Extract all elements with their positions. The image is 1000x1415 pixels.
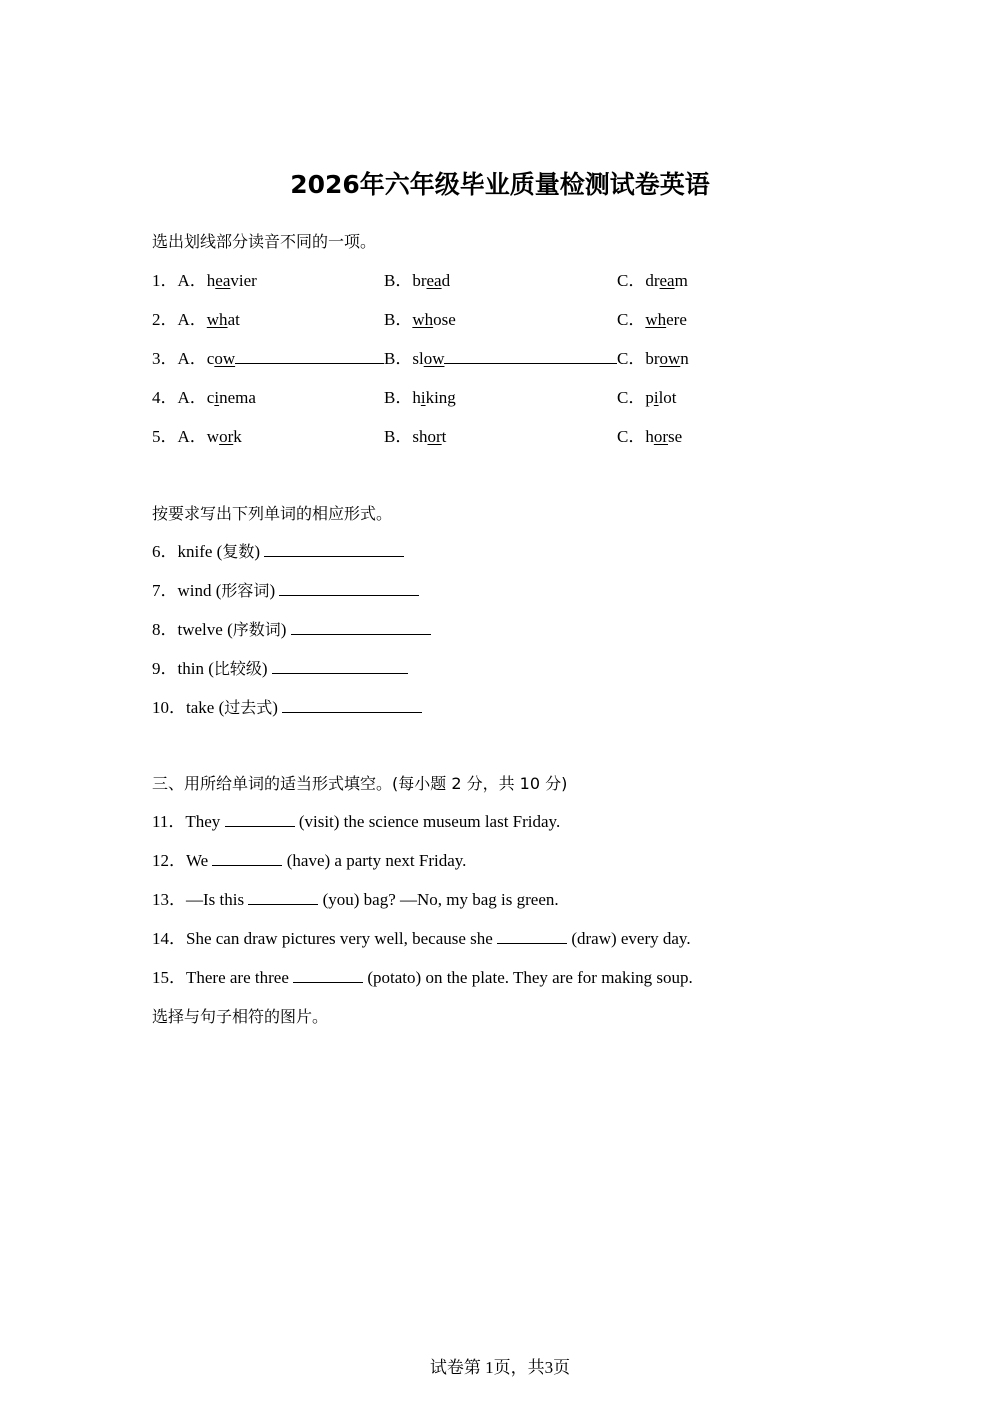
answer-blank[interactable] bbox=[272, 658, 408, 674]
underlined-letters: or bbox=[219, 427, 234, 446]
option-c[interactable] bbox=[617, 269, 688, 293]
underlined-letters: ea bbox=[426, 271, 442, 290]
option-c[interactable] bbox=[617, 308, 687, 332]
sentence-start: She can draw pictures very well, because she bbox=[186, 929, 498, 948]
option-word bbox=[645, 310, 687, 329]
question-number: 2．A． bbox=[152, 310, 207, 329]
question-number: 4．A． bbox=[152, 388, 207, 407]
word-part: br bbox=[412, 271, 427, 290]
option-letter: B． bbox=[384, 349, 413, 368]
answer-blank[interactable] bbox=[212, 850, 282, 866]
question-number: 5．A． bbox=[152, 427, 207, 446]
spacer-line bbox=[444, 349, 617, 364]
word-part: dr bbox=[645, 271, 660, 290]
option-letter: B． bbox=[384, 271, 413, 290]
given-word: wind ( bbox=[177, 581, 222, 600]
word-part: lot bbox=[658, 388, 677, 407]
phonics-question-3 bbox=[152, 347, 852, 371]
option-letter: C． bbox=[617, 310, 646, 329]
question-number: 13． bbox=[152, 890, 186, 909]
word-part: w bbox=[206, 427, 220, 446]
option-b[interactable] bbox=[384, 347, 617, 371]
word-part: sl bbox=[412, 349, 424, 368]
word-form-question-3 bbox=[152, 618, 431, 642]
option-letter: B． bbox=[384, 427, 413, 446]
page-footer: 试卷第 1页，共3页 bbox=[429, 1358, 571, 1377]
option-word bbox=[412, 349, 444, 368]
answer-blank[interactable] bbox=[225, 811, 295, 827]
underlined-letters: i bbox=[420, 388, 426, 407]
word-part: n bbox=[680, 349, 689, 368]
option-word bbox=[645, 427, 682, 446]
word-part: k bbox=[233, 427, 242, 446]
word-part: king bbox=[425, 388, 456, 407]
question-number: 15． bbox=[152, 968, 186, 987]
form-hint: 序数词 bbox=[232, 620, 281, 639]
sentence-start: We bbox=[186, 851, 213, 870]
fill-in-question-14 bbox=[152, 927, 691, 951]
sentence-end: (have) a party next Friday. bbox=[282, 851, 467, 870]
underlined-letters: ea bbox=[659, 271, 675, 290]
option-letter: C． bbox=[617, 388, 646, 407]
sentence-end: (potato) on the plate. They are for making soup. bbox=[363, 968, 693, 987]
option-c[interactable] bbox=[617, 425, 682, 449]
underlined-letters: or bbox=[653, 427, 669, 446]
phonics-question-4 bbox=[152, 386, 852, 410]
section-heading-picture-match: 选择与句子相符的图片。 bbox=[152, 1007, 329, 1026]
option-word bbox=[412, 388, 455, 407]
option-word bbox=[645, 271, 688, 290]
underlined-letters: wh bbox=[412, 310, 434, 329]
word-part: se bbox=[668, 427, 683, 446]
question-number: 1．A． bbox=[152, 271, 207, 290]
fill-in-question-11 bbox=[152, 810, 560, 834]
question-number: 3．A． bbox=[152, 349, 207, 368]
word-part: ose bbox=[433, 310, 456, 329]
answer-blank[interactable] bbox=[264, 541, 404, 557]
answer-blank[interactable] bbox=[248, 889, 318, 905]
underlined-letters: wh bbox=[645, 310, 667, 329]
question-number: 9． bbox=[152, 659, 178, 678]
given-word: take ( bbox=[186, 698, 225, 717]
answer-blank[interactable] bbox=[293, 967, 363, 983]
option-letter: C． bbox=[617, 427, 646, 446]
phonics-question-1 bbox=[152, 269, 852, 293]
underlined-letters: ow bbox=[659, 349, 681, 368]
word-form-question-4 bbox=[152, 657, 408, 681]
option-b[interactable] bbox=[384, 386, 456, 410]
sentence-start: They bbox=[185, 812, 225, 831]
option-word bbox=[207, 271, 257, 290]
option-b[interactable] bbox=[384, 425, 446, 449]
underlined-letters: ea bbox=[215, 271, 231, 290]
fill-in-question-13 bbox=[152, 888, 559, 912]
form-hint: 形容词 bbox=[221, 581, 270, 600]
option-word bbox=[412, 310, 455, 329]
word-form-question-2 bbox=[152, 579, 419, 603]
word-part: ere bbox=[666, 310, 687, 329]
close-paren: ) bbox=[272, 698, 278, 717]
option-letter: B． bbox=[384, 310, 413, 329]
sentence-start: There are three bbox=[186, 968, 294, 987]
answer-blank[interactable] bbox=[291, 619, 431, 635]
question-number: 14． bbox=[152, 929, 186, 948]
option-c[interactable] bbox=[617, 347, 689, 371]
form-hint: 复数 bbox=[222, 542, 255, 561]
sentence-end: (draw) every day. bbox=[567, 929, 691, 948]
word-part: m bbox=[674, 271, 688, 290]
word-part: c bbox=[206, 388, 215, 407]
option-word bbox=[207, 427, 242, 446]
word-part: sh bbox=[412, 427, 428, 446]
word-form-question-1 bbox=[152, 540, 404, 564]
phonics-question-5 bbox=[152, 425, 852, 449]
word-part: br bbox=[645, 349, 660, 368]
given-word: knife ( bbox=[177, 542, 223, 561]
option-b[interactable] bbox=[384, 269, 450, 293]
question-number: 11． bbox=[152, 812, 186, 831]
question-number: 6． bbox=[152, 542, 178, 561]
close-paren: ) bbox=[261, 659, 268, 678]
page-title: 2026年六年级毕业质量检测试卷英语 bbox=[290, 170, 710, 199]
answer-blank[interactable] bbox=[497, 928, 567, 944]
option-a[interactable] bbox=[152, 269, 257, 293]
sentence-end: (you) bag? —No, my bag is green. bbox=[318, 890, 559, 909]
option-b[interactable] bbox=[384, 308, 456, 332]
given-word: thin ( bbox=[177, 659, 214, 678]
option-letter: C． bbox=[617, 271, 646, 290]
fill-in-question-15 bbox=[152, 966, 693, 990]
section-heading-fill-in: 三、用所给单词的适当形式填空。(每小题 2 分，共 10 分) bbox=[152, 774, 568, 793]
option-word bbox=[645, 349, 688, 368]
word-part: h bbox=[412, 388, 421, 407]
underlined-letters: wh bbox=[206, 310, 228, 329]
answer-blank[interactable] bbox=[279, 580, 419, 596]
underlined-letters: ow bbox=[423, 349, 445, 368]
word-part: h bbox=[645, 427, 654, 446]
option-letter: B． bbox=[384, 388, 413, 407]
underlined-letters: i bbox=[653, 388, 659, 407]
option-word bbox=[207, 310, 240, 329]
word-part: nema bbox=[219, 388, 256, 407]
word-part: p bbox=[645, 388, 654, 407]
question-number: 10． bbox=[152, 698, 186, 717]
question-number: 8． bbox=[152, 620, 178, 639]
word-part: at bbox=[227, 310, 240, 329]
underlined-letters: or bbox=[427, 427, 442, 446]
sentence-start: —Is this bbox=[186, 890, 249, 909]
word-part: t bbox=[441, 427, 447, 446]
spacer-line bbox=[235, 349, 384, 364]
option-word bbox=[645, 388, 676, 407]
section-heading-phonics: 选出划线部分读音不同的一项。 bbox=[152, 232, 377, 251]
close-paren: ) bbox=[280, 620, 287, 639]
option-a[interactable] bbox=[152, 425, 242, 449]
underlined-letters: i bbox=[214, 388, 220, 407]
close-paren: ) bbox=[254, 542, 261, 561]
option-word bbox=[412, 427, 446, 446]
form-hint: 比较级 bbox=[213, 659, 262, 678]
given-word: twelve ( bbox=[177, 620, 233, 639]
section-heading-word-forms: 按要求写出下列单词的相应形式。 bbox=[152, 504, 393, 523]
word-form-question-5 bbox=[152, 696, 422, 720]
fill-in-question-12 bbox=[152, 849, 466, 873]
option-word bbox=[207, 388, 256, 407]
question-number: 7． bbox=[152, 581, 178, 600]
underlined-letters: ow bbox=[214, 349, 236, 368]
option-word bbox=[412, 271, 450, 290]
form-hint: 过去式 bbox=[224, 698, 273, 717]
word-part: vier bbox=[230, 271, 257, 290]
option-c[interactable] bbox=[617, 386, 677, 410]
word-part: h bbox=[206, 271, 216, 290]
sentence-end: (visit) the science museum last Friday. bbox=[294, 812, 561, 831]
option-a[interactable] bbox=[152, 347, 384, 371]
answer-blank[interactable] bbox=[282, 697, 422, 713]
close-paren: ) bbox=[269, 581, 276, 600]
option-letter: C． bbox=[617, 349, 646, 368]
word-part: c bbox=[206, 349, 215, 368]
option-a[interactable] bbox=[152, 386, 256, 410]
option-word bbox=[207, 349, 235, 368]
word-part: d bbox=[441, 271, 451, 290]
option-a[interactable] bbox=[152, 308, 240, 332]
question-number: 12． bbox=[152, 851, 186, 870]
phonics-question-2 bbox=[152, 308, 852, 332]
